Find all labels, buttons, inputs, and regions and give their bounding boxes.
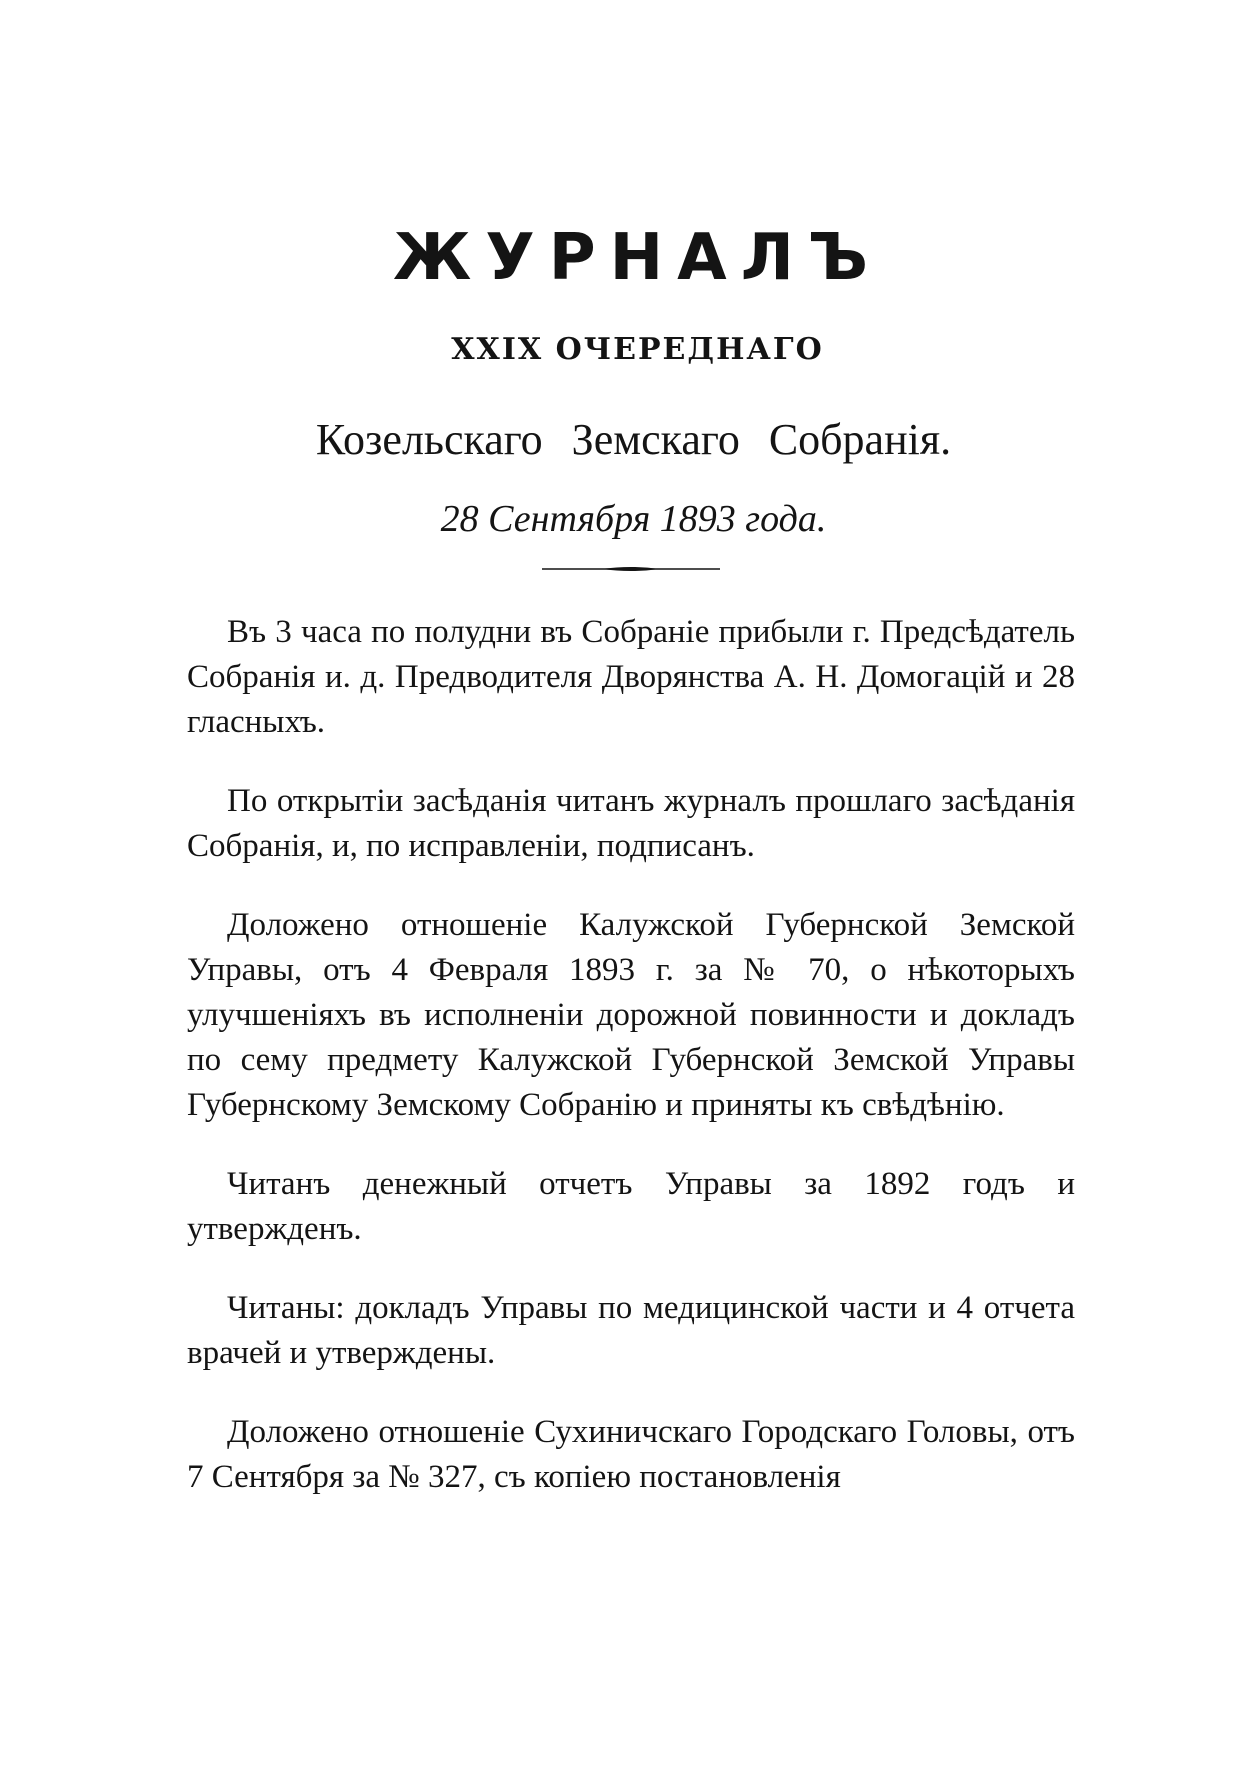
paragraph-medical-report: Читаны: докладъ Управы по медицинской части и 4 отчета врачей и утверждены.: [187, 1290, 1075, 1371]
journal-body: [187, 610, 1075, 1500]
session-date: 28 Сентября 1893 года.: [440, 498, 827, 540]
paragraph-opening: По открытіи засѣданія читанъ журналъ прошлаго засѣданія Собранія, и, по исправленіи, подписанъ.: [187, 783, 1075, 864]
ornamental-divider: [542, 566, 720, 572]
paragraph-attendance: Въ 3 часа по полудни въ Собраніе прибыли г. Предсѣдатель Собранія и. д. Предводителя Дворянства А. Н. Домогацій и 28 гласныхъ.: [187, 614, 1075, 740]
paragraph-sukhinichi: Доложено отношеніе Сухиничскаго Городскаго Головы, отъ 7 Сентября за № 327, съ копіею постановленія: [187, 1414, 1075, 1495]
paragraph-kaluga-report: Доложено отношеніе Калужской Губернской Земской Управы, отъ 4 Февраля 1893 г. за № 70, о нѣкоторыхъ улучшеніяхъ въ исполненіи дорожной повинности и докладъ по сему предмету Калужской Губернской Земской Управы Губернскому Земскому Собранію и приняты къ свѣдѣнію.: [187, 907, 1075, 1123]
journal-title: ЖУРНАЛЪ: [393, 221, 882, 295]
paragraph-money-report: Читанъ денежный отчетъ Управы за 1892 годъ и утвержденъ.: [187, 1166, 1075, 1247]
session-subtitle: XXIX ОЧЕРЕДНАГО: [451, 332, 824, 367]
assembly-name: Козельскаго Земскаго Собранія.: [315, 415, 952, 464]
